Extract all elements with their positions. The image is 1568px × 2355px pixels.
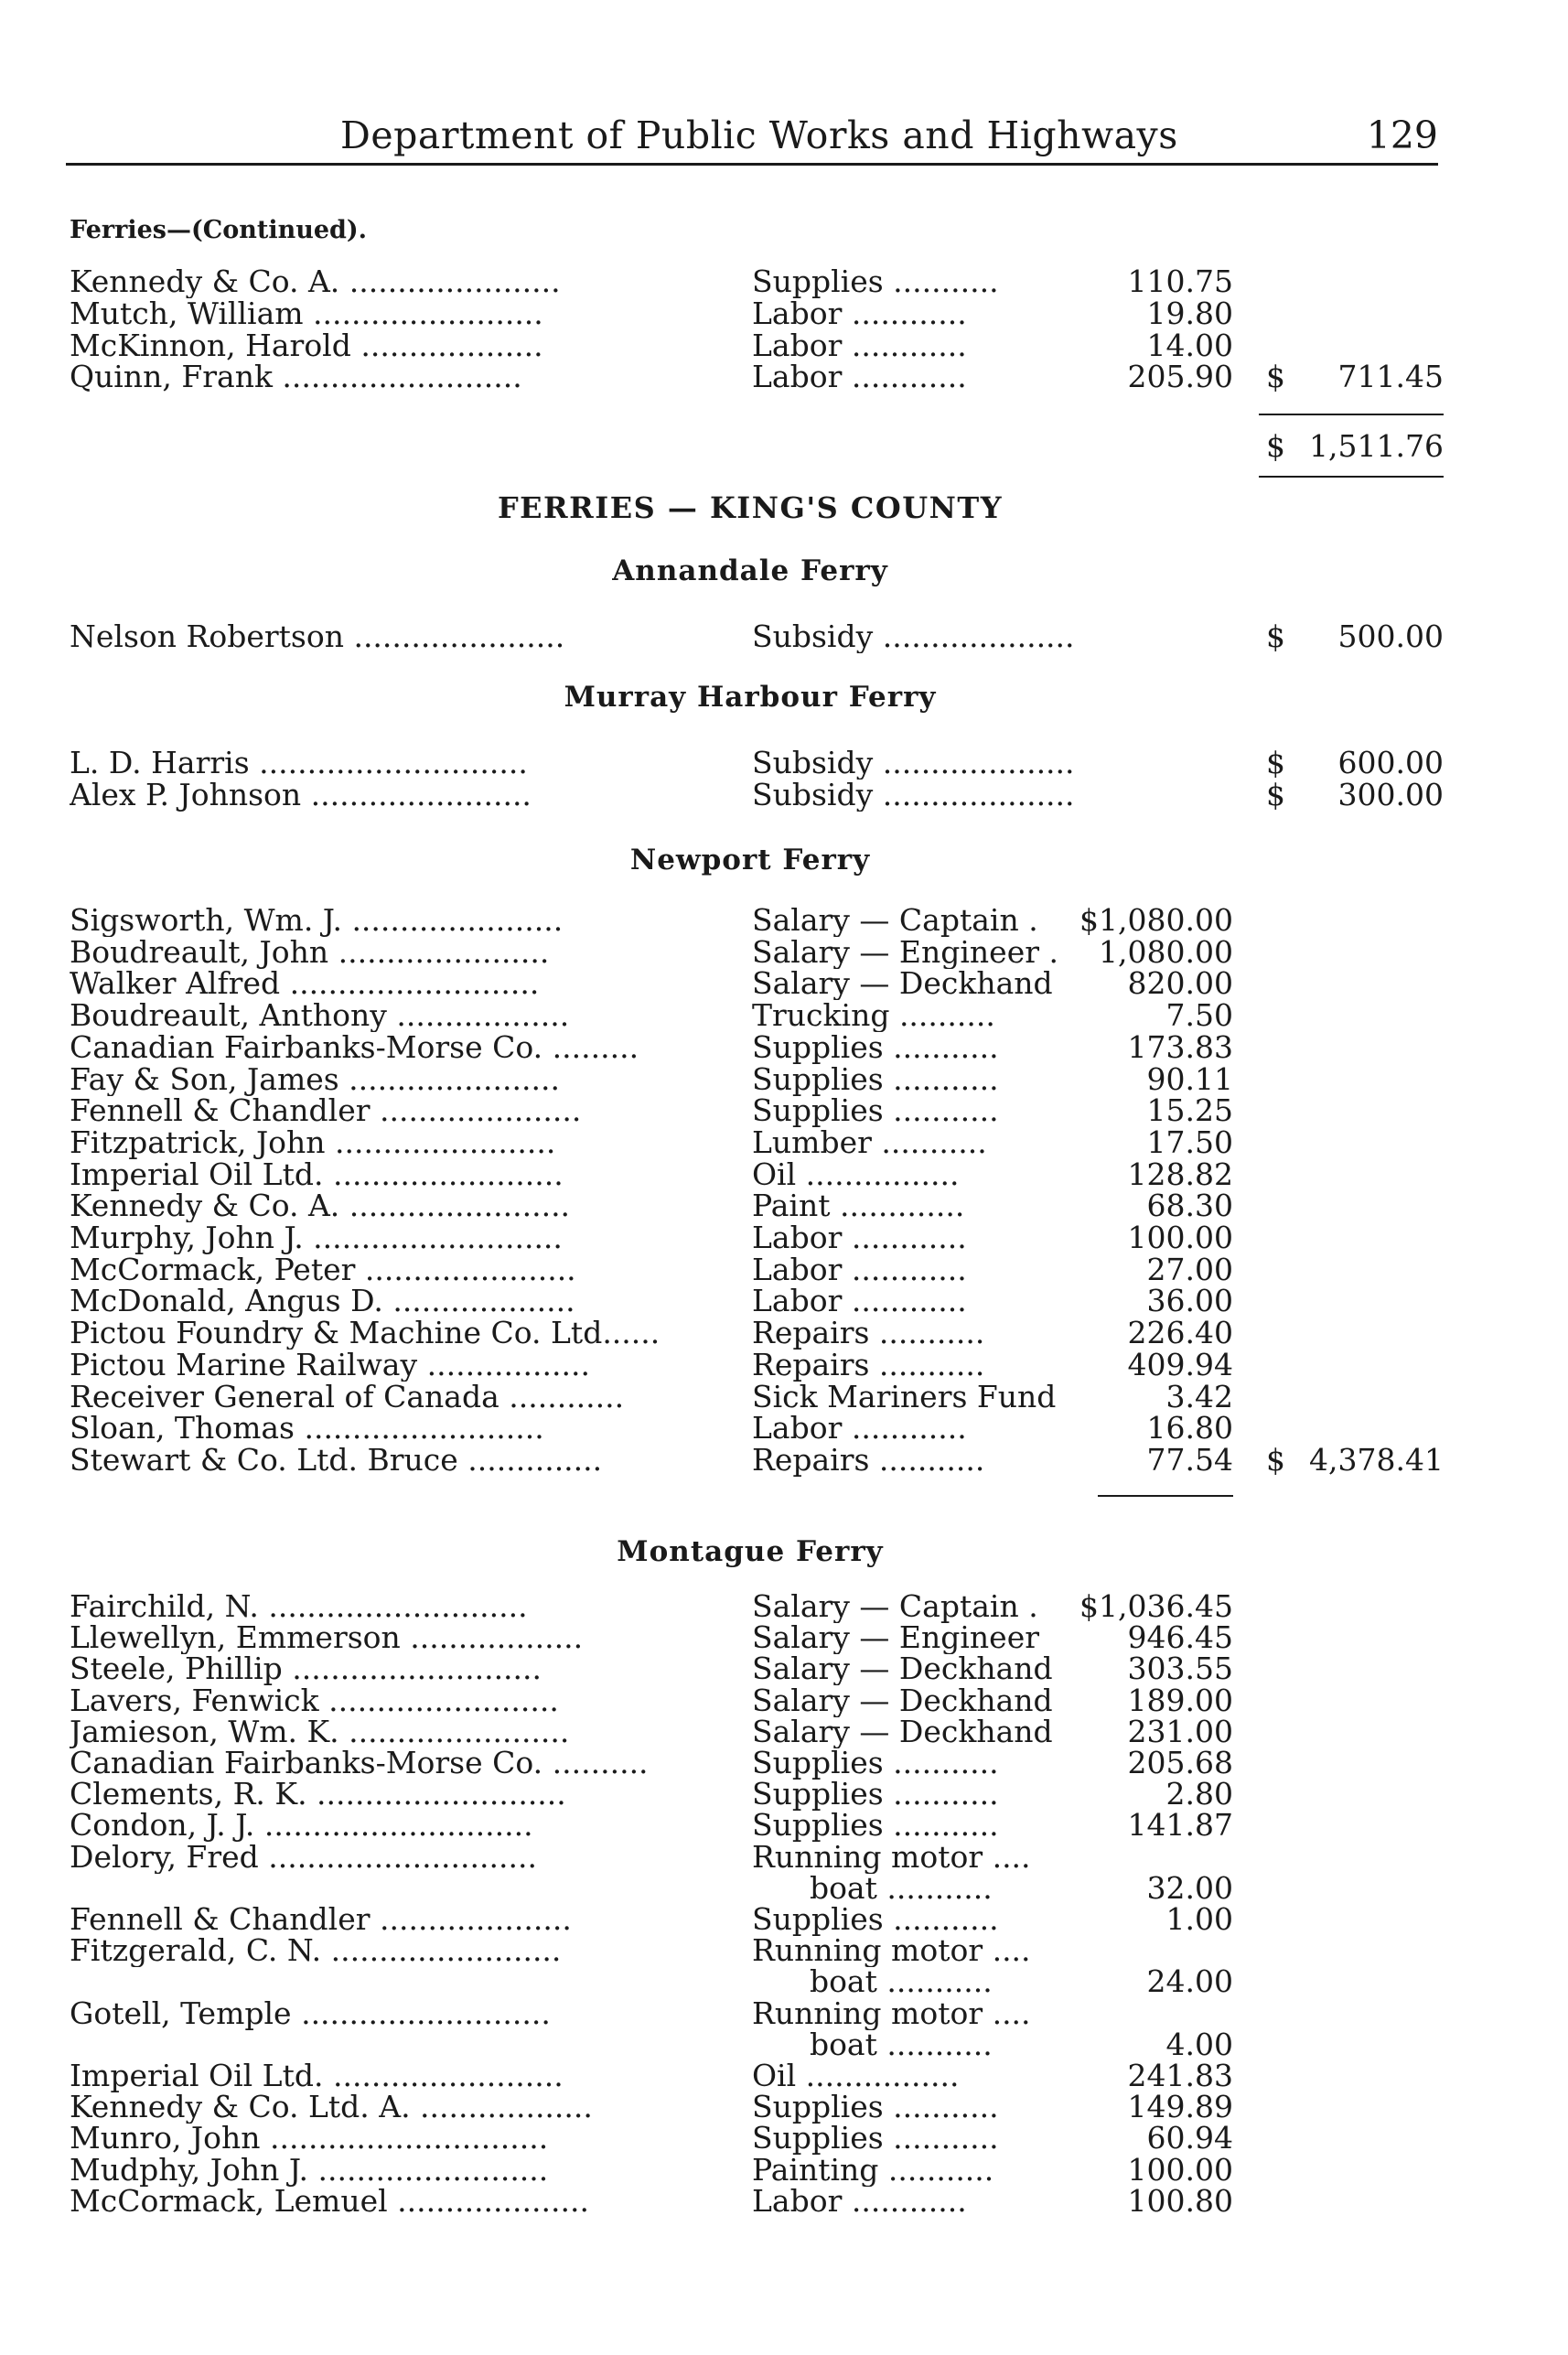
item-amount: 2.80 <box>1165 1778 1233 1812</box>
payee-name: Munro, John ............................. <box>70 2122 549 2156</box>
section-heading-continued: Ferries—(Continued). <box>70 216 368 244</box>
table-row <box>0 1381 1500 1414</box>
item-amount: 110.75 <box>1127 265 1233 298</box>
expense-description: Running motor .... <box>752 1996 1031 2030</box>
item-amount: 303.55 <box>1127 1652 1233 1686</box>
table-row <box>0 2091 1500 2124</box>
item-amount: 1,080.00 <box>1099 935 1233 969</box>
payee-name: Delory, Fred ............................ <box>70 1840 537 1874</box>
item-amount: 205.68 <box>1127 1747 1233 1780</box>
expense-description: Supplies ........... <box>752 1809 999 1843</box>
expense-description: Supplies ........... <box>752 1778 999 1812</box>
item-amount: 27.00 <box>1146 1253 1233 1286</box>
expense-description: Salary — Engineer . <box>752 935 1058 969</box>
expense-description: Supplies ........... <box>752 1094 999 1128</box>
table-row <box>0 620 1500 653</box>
item-amount: 15.25 <box>1146 1094 1233 1128</box>
table-row <box>0 1621 1500 1654</box>
table-row <box>0 1809 1500 1842</box>
expense-description: boat ........... <box>752 1965 993 1999</box>
table-row <box>0 1715 1500 1748</box>
item-amount: 4.00 <box>1165 2027 1233 2061</box>
table-row <box>0 2122 1500 2155</box>
payee-name: Kennedy & Co. Ltd. A. .................. <box>70 2091 593 2124</box>
expense-description: Repairs ........... <box>752 1443 985 1477</box>
payee-name: Sloan, Thomas ......................... <box>70 1412 544 1446</box>
expense-description: Salary — Captain . <box>752 1590 1038 1623</box>
annandale-heading: Annandale Ferry <box>612 554 888 587</box>
table-row <box>0 747 1500 780</box>
item-amount: 19.80 <box>1146 296 1233 330</box>
payee-name: Murphy, John J. .......................... <box>70 1221 563 1254</box>
dollar-sign: $ <box>1266 778 1285 812</box>
expense-description: Subsidy .................... <box>752 620 1075 653</box>
item-amount: 1.00 <box>1165 1903 1233 1936</box>
expense-description: Supplies ........... <box>752 1747 999 1780</box>
expense-description: Labor ............ <box>752 1221 967 1254</box>
expense-description: Supplies ........... <box>752 1062 999 1096</box>
table-row <box>0 2154 1500 2187</box>
payee-name: Canadian Fairbanks-Morse Co. .......... <box>70 1747 649 1780</box>
payee-name: Canadian Fairbanks-Morse Co. ......... <box>70 1030 639 1064</box>
table-row <box>0 1349 1500 1382</box>
table-row <box>0 1189 1500 1222</box>
item-amount: 68.30 <box>1146 1189 1233 1223</box>
table-row <box>0 936 1500 969</box>
page-title: Department of Public Works and Highways <box>340 113 1178 157</box>
table-row <box>0 1841 1500 1874</box>
table-row <box>0 329 1500 362</box>
expense-description: Labor ............ <box>752 1285 967 1318</box>
payee-name: Nelson Robertson ...................... <box>70 620 565 653</box>
payee-name: Alex P. Johnson ....................... <box>70 778 532 812</box>
payee-name: Stewart & Co. Ltd. Bruce .............. <box>70 1443 603 1477</box>
table-row <box>0 2185 1500 2218</box>
payee-name: Fay & Son, James ...................... <box>70 1062 560 1096</box>
expense-description: Repairs ........... <box>752 1317 985 1350</box>
expense-description: Labor ............ <box>752 1253 967 1286</box>
expense-description: Sick Mariners Fund <box>752 1380 1057 1414</box>
item-amount: $1,036.45 <box>1079 1590 1233 1623</box>
payee-name: Kennedy & Co. A. ....................... <box>70 1189 571 1223</box>
expense-description: Supplies ........... <box>752 1903 999 1936</box>
table-row <box>0 1221 1500 1254</box>
total-rule <box>1259 414 1444 415</box>
table-row <box>0 1778 1500 1811</box>
newport-heading: Newport Ferry <box>629 844 871 876</box>
section-total: 500.00 <box>1337 620 1444 653</box>
payee-name: Jamieson, Wm. K. ....................... <box>70 1715 570 1748</box>
table-row <box>0 1126 1500 1159</box>
total-rule <box>1259 476 1444 478</box>
item-amount: 32.00 <box>1146 1871 1233 1905</box>
expense-description: Painting ........... <box>752 2153 994 2187</box>
payee-name: McCormack, Lemuel .................... <box>70 2184 589 2218</box>
expense-description: Trucking .......... <box>752 999 995 1033</box>
item-amount: 820.00 <box>1127 967 1233 1001</box>
table-row <box>0 1684 1500 1717</box>
expense-description: Salary — Deckhand <box>752 967 1053 1001</box>
murray-heading: Murray Harbour Ferry <box>564 681 937 714</box>
payee-name: Quinn, Frank ......................... <box>70 360 522 394</box>
payee-name: McKinnon, Harold ................... <box>70 328 543 362</box>
payee-name: Imperial Oil Ltd. ........................ <box>70 2059 564 2092</box>
item-amount: 946.45 <box>1127 1621 1233 1655</box>
payee-name: Gotell, Temple .......................... <box>70 1996 551 2030</box>
table-row <box>0 2059 1500 2092</box>
table-row <box>0 999 1500 1032</box>
table-row <box>0 1652 1500 1685</box>
table-row <box>0 1965 1500 1998</box>
table-row <box>0 360 1500 393</box>
expense-description: Labor ............ <box>752 296 967 330</box>
item-amount: 409.94 <box>1127 1348 1233 1382</box>
item-amount: 90.11 <box>1146 1062 1233 1096</box>
item-amount: 60.94 <box>1146 2122 1233 2156</box>
section-total: 4,378.41 <box>1309 1443 1444 1477</box>
table-row <box>0 1444 1500 1477</box>
table-row <box>0 1747 1500 1780</box>
payee-name: Receiver General of Canada ............ <box>70 1380 625 1414</box>
payee-name: Kennedy & Co. A. ...................... <box>70 265 561 298</box>
payee-name: Boudreault, John ...................... <box>70 935 550 969</box>
expense-description: Salary — Deckhand <box>752 1715 1053 1748</box>
table-row <box>0 1158 1500 1191</box>
subtotal-rule <box>1098 1495 1233 1497</box>
expense-description: Salary — Captain . <box>752 904 1038 937</box>
expense-description: Repairs ........... <box>752 1348 985 1382</box>
table-row <box>0 779 1500 812</box>
header-rule <box>66 163 1438 166</box>
expense-description: Labor ............ <box>752 360 967 394</box>
dollar-sign: $ <box>1266 1443 1285 1477</box>
payee-name: Mudphy, John J. ........................ <box>70 2153 549 2187</box>
table-row <box>0 1590 1500 1623</box>
item-amount: 16.80 <box>1146 1412 1233 1446</box>
item-amount: 205.90 <box>1127 360 1233 394</box>
dollar-sign: $ <box>1266 620 1285 653</box>
dollar-sign: $ <box>1266 747 1285 780</box>
table-row <box>0 1031 1500 1064</box>
payee-name: Fennell & Chandler .................... <box>70 1903 572 1936</box>
payee-name: Pictou Marine Railway ................. <box>70 1348 590 1382</box>
item-amount: 3.42 <box>1165 1380 1233 1414</box>
payee-name: Fitzpatrick, John ....................... <box>70 1125 556 1159</box>
item-amount: 149.89 <box>1127 2091 1233 2124</box>
payee-name: Clements, R. K. .......................... <box>70 1778 566 1812</box>
montague-heading: Montague Ferry <box>617 1535 884 1568</box>
item-amount: 100.00 <box>1127 1221 1233 1254</box>
payee-name: Sigsworth, Wm. J. ...................... <box>70 904 564 937</box>
payee-name: McDonald, Angus D. ................... <box>70 1285 575 1318</box>
section-total: 300.00 <box>1337 778 1444 812</box>
expense-description: Supplies ........... <box>752 2122 999 2156</box>
expense-description: Subsidy .................... <box>752 747 1075 780</box>
page-number: 129 <box>1366 113 1438 157</box>
grand-total-value: 1,511.76 <box>1309 430 1444 463</box>
item-amount: 14.00 <box>1146 328 1233 362</box>
item-amount: 36.00 <box>1146 1285 1233 1318</box>
item-amount: 17.50 <box>1146 1125 1233 1159</box>
expense-description: Running motor .... <box>752 1934 1031 1968</box>
expense-description: Supplies ........... <box>752 2091 999 2124</box>
payee-name: Mutch, William ........................ <box>70 296 543 330</box>
table-row <box>0 904 1500 937</box>
item-amount: 226.40 <box>1127 1317 1233 1350</box>
expense-description: boat ........... <box>752 2027 993 2061</box>
item-amount: $1,080.00 <box>1079 904 1233 937</box>
table-row <box>0 1997 1500 2030</box>
table-row <box>0 1412 1500 1445</box>
table-row <box>0 1317 1500 1350</box>
expense-description: Supplies ........... <box>752 265 999 298</box>
payee-name: Walker Alfred .......................... <box>70 967 540 1001</box>
table-row <box>0 1872 1500 1905</box>
expense-description: Salary — Deckhand <box>752 1652 1053 1686</box>
payee-name: Fitzgerald, C. N. ........................ <box>70 1934 562 1968</box>
table-row <box>0 2028 1500 2061</box>
payee-name: McCormack, Peter ...................... <box>70 1253 576 1286</box>
county-heading: FERRIES — KING'S COUNTY <box>497 490 1004 525</box>
payee-name: Imperial Oil Ltd. ........................ <box>70 1157 564 1191</box>
table-row <box>0 1253 1500 1286</box>
expense-description: Oil ................ <box>752 1157 960 1191</box>
dollar-sign: $ <box>1266 360 1285 394</box>
payee-name: Pictou Foundry & Machine Co. Ltd...... <box>70 1317 660 1350</box>
table-row <box>0 1903 1500 1936</box>
item-amount: 100.80 <box>1127 2184 1233 2218</box>
item-amount: 173.83 <box>1127 1030 1233 1064</box>
table-row <box>0 265 1500 298</box>
payee-name: Boudreault, Anthony .................. <box>70 999 570 1033</box>
page-header <box>66 108 1438 165</box>
expense-description: boat ........... <box>752 1871 993 1905</box>
payee-name: Fennell & Chandler ..................... <box>70 1094 582 1128</box>
grand-total-dollar: $ <box>1266 430 1285 463</box>
section-total: 711.45 <box>1337 360 1444 394</box>
expense-description: Subsidy .................... <box>752 778 1075 812</box>
item-amount: 24.00 <box>1146 1965 1233 1999</box>
section-total: 600.00 <box>1337 747 1444 780</box>
table-row <box>0 1285 1500 1317</box>
payee-name: Llewellyn, Emmerson .................. <box>70 1621 584 1655</box>
table-row <box>0 297 1500 330</box>
payee-name: L. D. Harris ............................ <box>70 747 528 780</box>
payee-name: Lavers, Fenwick ........................ <box>70 1683 559 1717</box>
table-row <box>0 1094 1500 1127</box>
expense-description: Salary — Engineer <box>752 1621 1040 1655</box>
table-row <box>0 1934 1500 1967</box>
payee-name: Steele, Phillip .......................... <box>70 1652 542 1686</box>
grand-total-row <box>0 430 1500 463</box>
item-amount: 141.87 <box>1127 1809 1233 1843</box>
item-amount: 241.83 <box>1127 2059 1233 2092</box>
expense-description: Labor ............ <box>752 2184 967 2218</box>
item-amount: 231.00 <box>1127 1715 1233 1748</box>
item-amount: 100.00 <box>1127 2153 1233 2187</box>
item-amount: 189.00 <box>1127 1683 1233 1717</box>
expense-description: Paint ............. <box>752 1189 965 1223</box>
expense-description: Lumber ........... <box>752 1125 987 1159</box>
payee-name: Fairchild, N. ........................... <box>70 1590 528 1623</box>
item-amount: 128.82 <box>1127 1157 1233 1191</box>
expense-description: Labor ............ <box>752 328 967 362</box>
expense-description: Oil ................ <box>752 2059 960 2092</box>
table-row <box>0 1063 1500 1096</box>
expense-description: Salary — Deckhand <box>752 1683 1053 1717</box>
expense-description: Running motor .... <box>752 1840 1031 1874</box>
item-amount: 7.50 <box>1165 999 1233 1033</box>
expense-description: Labor ............ <box>752 1412 967 1446</box>
payee-name: Condon, J. J. ............................ <box>70 1809 533 1843</box>
item-amount: 77.54 <box>1146 1443 1233 1477</box>
table-row <box>0 967 1500 1000</box>
expense-description: Supplies ........... <box>752 1030 999 1064</box>
